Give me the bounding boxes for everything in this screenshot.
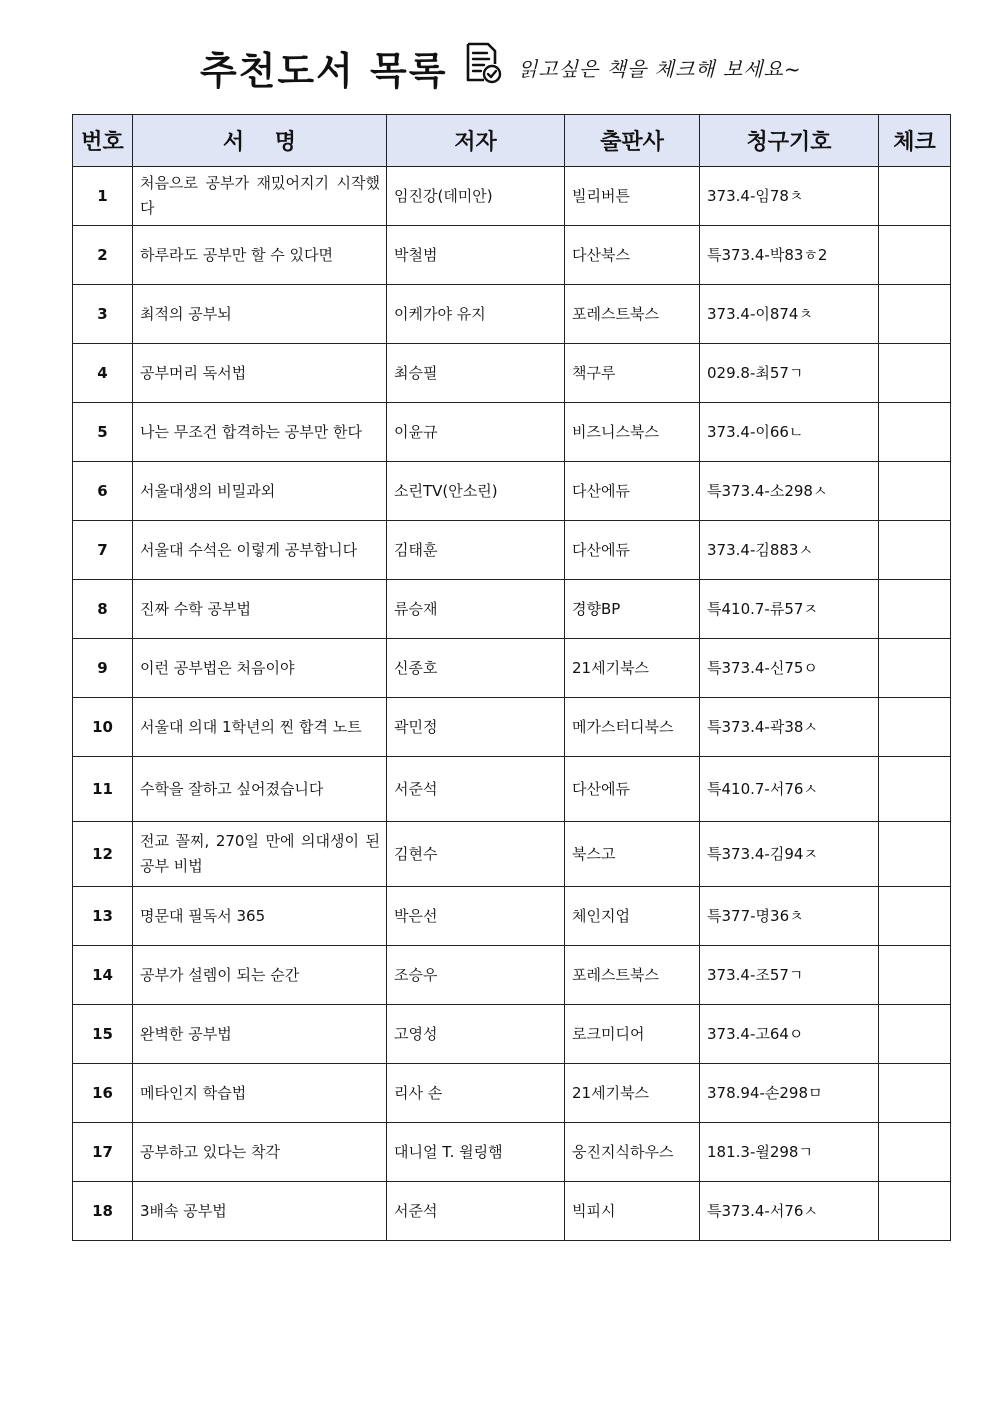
book-call-number: 378.94-손298ㅁ <box>700 1064 879 1123</box>
book-author: 류승재 <box>387 580 565 639</box>
table-row <box>73 167 951 226</box>
book-author: 서준석 <box>387 757 565 822</box>
book-number: 6 <box>73 462 133 521</box>
book-number: 10 <box>73 698 133 757</box>
book-check-box[interactable] <box>879 344 951 403</box>
book-publisher: 다산에듀 <box>565 521 700 580</box>
book-number: 5 <box>73 403 133 462</box>
book-title: 진짜 수학 공부법 <box>133 580 387 639</box>
checklist-document-icon <box>462 42 502 84</box>
book-author: 이윤규 <box>387 403 565 462</box>
book-check-box[interactable] <box>879 698 951 757</box>
book-number: 15 <box>73 1005 133 1064</box>
book-call-number: 특373.4-서76ㅅ <box>700 1182 879 1241</box>
book-publisher: 빅피시 <box>565 1182 700 1241</box>
book-call-number: 373.4-이874ㅊ <box>700 285 879 344</box>
book-call-number: 181.3-윌298ㄱ <box>700 1123 879 1182</box>
book-publisher: 포레스트북스 <box>565 285 700 344</box>
page-subtitle: 읽고싶은 책을 체크해 보세요~ <box>518 57 802 81</box>
book-author: 임진강(데미안) <box>387 167 565 226</box>
book-title: 메타인지 학습법 <box>133 1064 387 1123</box>
table-row <box>73 946 951 1005</box>
book-number: 18 <box>73 1182 133 1241</box>
book-check-box[interactable] <box>879 1123 951 1182</box>
book-check-box[interactable] <box>879 521 951 580</box>
book-publisher: 다산북스 <box>565 226 700 285</box>
book-author: 서준석 <box>387 1182 565 1241</box>
book-check-box[interactable] <box>879 887 951 946</box>
book-publisher: 북스고 <box>565 822 700 887</box>
book-author: 박철범 <box>387 226 565 285</box>
book-author: 김태훈 <box>387 521 565 580</box>
column-header-publisher: 출판사 <box>565 115 700 167</box>
book-check-box[interactable] <box>879 946 951 1005</box>
book-check-box[interactable] <box>879 1064 951 1123</box>
table-row <box>73 1064 951 1123</box>
book-title: 완벽한 공부법 <box>133 1005 387 1064</box>
table-row <box>73 580 951 639</box>
book-call-number: 특373.4-신75ㅇ <box>700 639 879 698</box>
book-number: 7 <box>73 521 133 580</box>
book-number: 2 <box>73 226 133 285</box>
book-number: 3 <box>73 285 133 344</box>
book-title: 서울대생의 비밀과외 <box>133 462 387 521</box>
table-row <box>73 757 951 822</box>
book-call-number: 029.8-최57ㄱ <box>700 344 879 403</box>
book-list-table <box>72 114 951 1241</box>
book-check-box[interactable] <box>879 580 951 639</box>
book-title: 서울대 수석은 이렇게 공부합니다 <box>133 521 387 580</box>
book-title: 최적의 공부뇌 <box>133 285 387 344</box>
table-row <box>73 887 951 946</box>
book-publisher: 웅진지식하우스 <box>565 1123 700 1182</box>
book-call-number: 373.4-김883ㅅ <box>700 521 879 580</box>
book-author: 곽민정 <box>387 698 565 757</box>
book-publisher: 책구루 <box>565 344 700 403</box>
book-title: 전교 꼴찌, 270일 만에 의대생이 된 공부 비법 <box>133 822 387 887</box>
book-author: 박은선 <box>387 887 565 946</box>
book-publisher: 체인지업 <box>565 887 700 946</box>
book-title: 수학을 잘하고 싶어졌습니다 <box>133 757 387 822</box>
book-number: 12 <box>73 822 133 887</box>
table-row <box>73 1182 951 1241</box>
book-title: 명문대 필독서 365 <box>133 887 387 946</box>
book-author: 최승필 <box>387 344 565 403</box>
book-publisher: 빌리버튼 <box>565 167 700 226</box>
book-author: 대니얼 T. 윌링햄 <box>387 1123 565 1182</box>
column-header-title: 서 명 <box>133 115 387 167</box>
book-check-box[interactable] <box>879 285 951 344</box>
book-check-box[interactable] <box>879 403 951 462</box>
book-title: 3배속 공부법 <box>133 1182 387 1241</box>
book-title: 처음으로 공부가 재밌어지기 시작했다 <box>133 167 387 226</box>
column-header-check: 체크 <box>879 115 951 167</box>
book-author: 리사 손 <box>387 1064 565 1123</box>
book-title: 이런 공부법은 처음이야 <box>133 639 387 698</box>
book-check-box[interactable] <box>879 639 951 698</box>
table-row <box>73 462 951 521</box>
book-call-number: 특410.7-서76ㅅ <box>700 757 879 822</box>
book-title: 나는 무조건 합격하는 공부만 한다 <box>133 403 387 462</box>
book-author: 조승우 <box>387 946 565 1005</box>
book-publisher: 메가스터디북스 <box>565 698 700 757</box>
book-rows <box>73 167 951 1241</box>
book-call-number: 특410.7-류57ㅈ <box>700 580 879 639</box>
book-call-number: 특373.4-소298ㅅ <box>700 462 879 521</box>
book-check-box[interactable] <box>879 167 951 226</box>
book-number: 8 <box>73 580 133 639</box>
book-call-number: 373.4-고64ㅇ <box>700 1005 879 1064</box>
table-row <box>73 285 951 344</box>
book-number: 11 <box>73 757 133 822</box>
table-row <box>73 521 951 580</box>
title-row <box>0 36 992 96</box>
book-title: 서울대 의대 1학년의 찐 합격 노트 <box>133 698 387 757</box>
book-number: 17 <box>73 1123 133 1182</box>
book-publisher: 21세기북스 <box>565 639 700 698</box>
table-row <box>73 698 951 757</box>
book-author: 김현수 <box>387 822 565 887</box>
column-header-call-number: 청구기호 <box>700 115 879 167</box>
book-call-number: 특377-명36ㅊ <box>700 887 879 946</box>
book-check-box[interactable] <box>879 226 951 285</box>
book-call-number: 특373.4-김94ㅈ <box>700 822 879 887</box>
book-number: 13 <box>73 887 133 946</box>
book-title: 공부머리 독서법 <box>133 344 387 403</box>
book-author: 고영성 <box>387 1005 565 1064</box>
book-title: 공부가 설렘이 되는 순간 <box>133 946 387 1005</box>
table-row <box>73 1123 951 1182</box>
book-check-box[interactable] <box>879 757 951 822</box>
book-call-number: 373.4-조57ㄱ <box>700 946 879 1005</box>
book-publisher: 비즈니스북스 <box>565 403 700 462</box>
book-title: 하루라도 공부만 할 수 있다면 <box>133 226 387 285</box>
book-author: 소린TV(안소린) <box>387 462 565 521</box>
book-check-box[interactable] <box>879 1005 951 1064</box>
book-check-box[interactable] <box>879 1182 951 1241</box>
book-publisher: 경향BP <box>565 580 700 639</box>
table-row <box>73 226 951 285</box>
book-publisher: 21세기북스 <box>565 1064 700 1123</box>
book-publisher: 로크미디어 <box>565 1005 700 1064</box>
book-check-box[interactable] <box>879 822 951 887</box>
book-publisher: 포레스트북스 <box>565 946 700 1005</box>
column-header-number: 번호 <box>73 115 133 167</box>
book-title: 공부하고 있다는 착각 <box>133 1123 387 1182</box>
book-number: 9 <box>73 639 133 698</box>
book-publisher: 다산에듀 <box>565 757 700 822</box>
column-header-author: 저자 <box>387 115 565 167</box>
table-header-row <box>73 115 951 167</box>
table-row <box>73 344 951 403</box>
book-number: 14 <box>73 946 133 1005</box>
book-call-number: 373.4-이66ㄴ <box>700 403 879 462</box>
book-publisher: 다산에듀 <box>565 462 700 521</box>
book-number: 16 <box>73 1064 133 1123</box>
table-row <box>73 403 951 462</box>
table-row <box>73 822 951 887</box>
book-check-box[interactable] <box>879 462 951 521</box>
book-call-number: 특373.4-곽38ㅅ <box>700 698 879 757</box>
book-call-number: 특373.4-박83ㅎ2 <box>700 226 879 285</box>
table-row <box>73 639 951 698</box>
book-call-number: 373.4-임78ㅊ <box>700 167 879 226</box>
book-number: 1 <box>73 167 133 226</box>
page-title: 추천도서 목록 <box>200 49 448 93</box>
book-author: 이케가야 유지 <box>387 285 565 344</box>
table-row <box>73 1005 951 1064</box>
book-author: 신종호 <box>387 639 565 698</box>
book-number: 4 <box>73 344 133 403</box>
